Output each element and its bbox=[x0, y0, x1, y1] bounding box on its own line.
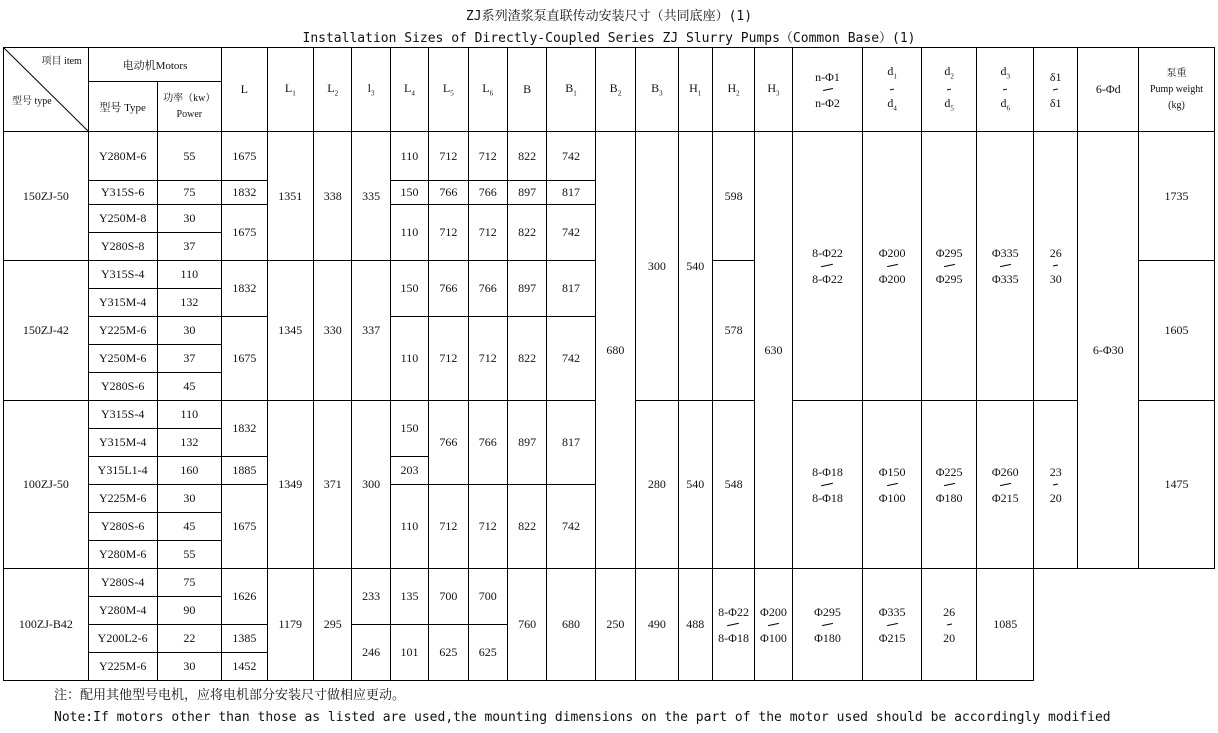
B-value: 760 bbox=[507, 569, 546, 681]
pump-weight-value: 1085 bbox=[977, 569, 1034, 681]
L4-value: 110 bbox=[390, 132, 428, 181]
col-d1-d4: $d_1$ $d_4$ bbox=[863, 48, 922, 132]
table-title-cn: ZJ系列渣浆泵直联传动安装尺寸（共同底座）(1) bbox=[465, 9, 753, 24]
H1-value: 540 bbox=[678, 132, 712, 401]
note-cn: 注：配用其他型号电机，应将电机部分安装尺寸做相应更动。 bbox=[54, 688, 406, 703]
L2-value: 371 bbox=[314, 401, 352, 569]
motor-power: 45 bbox=[157, 513, 222, 541]
L2-value: 330 bbox=[314, 261, 352, 401]
item-type-corner bbox=[4, 48, 89, 132]
col-H3: $H_3$ bbox=[755, 48, 792, 132]
motor-model: Y315S-6 bbox=[88, 181, 157, 205]
motor-model-header: 型号 Type bbox=[88, 82, 157, 132]
H2-value: 548 bbox=[712, 401, 754, 569]
d3-d6-value: Φ335 Φ335 bbox=[977, 132, 1034, 401]
motor-model: Y280M-6 bbox=[88, 541, 157, 569]
L4-value: 150 bbox=[390, 181, 428, 205]
col-B3: $B_3$ bbox=[636, 48, 678, 132]
l3-value: 300 bbox=[352, 401, 390, 569]
L5-value: 712 bbox=[429, 317, 468, 401]
L-value: 1675 bbox=[222, 205, 267, 261]
L6-value: 766 bbox=[468, 181, 507, 205]
col-L2: $L_2$ bbox=[314, 48, 352, 132]
H2-value: 578 bbox=[712, 261, 754, 401]
L4-value: 203 bbox=[390, 457, 428, 485]
L6-value: 766 bbox=[468, 401, 507, 485]
col-l3: $l_3$ bbox=[352, 48, 390, 132]
H1-value: 490 bbox=[636, 569, 678, 681]
L1-value: 1179 bbox=[267, 569, 313, 681]
motor-model: Y315M-4 bbox=[88, 289, 157, 317]
L5-value: 700 bbox=[429, 569, 468, 625]
H1-value: 540 bbox=[678, 401, 712, 569]
motor-model: Y280S-6 bbox=[88, 373, 157, 401]
L5-value: 766 bbox=[429, 401, 468, 485]
pump-weight-value: 1605 bbox=[1139, 261, 1215, 401]
B-value: 897 bbox=[507, 401, 546, 485]
B1-value: 742 bbox=[547, 317, 595, 401]
motor-model: Y280S-4 bbox=[88, 569, 157, 597]
B1-value: 680 bbox=[547, 569, 595, 681]
L1-value: 1349 bbox=[267, 401, 313, 569]
B1-value: 742 bbox=[547, 205, 595, 261]
L6-value: 700 bbox=[468, 569, 507, 625]
L6-value: 712 bbox=[468, 485, 507, 569]
L-value: 1885 bbox=[222, 457, 267, 485]
motor-model: Y315M-4 bbox=[88, 429, 157, 457]
motors-header: 电动机Motors bbox=[88, 48, 221, 82]
col-B1: $B_1$ bbox=[547, 48, 595, 132]
d3-d6-value: Φ260 Φ215 bbox=[977, 401, 1034, 569]
motor-power: 75 bbox=[157, 569, 222, 597]
motor-model: Y225M-6 bbox=[88, 485, 157, 513]
motor-model: Y280M-6 bbox=[88, 132, 157, 181]
L5-value: 625 bbox=[429, 625, 468, 681]
L4-value: 135 bbox=[390, 569, 428, 625]
B3-value: 280 bbox=[636, 401, 678, 569]
motor-model: Y315S-4 bbox=[88, 401, 157, 429]
motor-power: 132 bbox=[157, 289, 222, 317]
motor-power: 55 bbox=[157, 541, 222, 569]
col-B: B bbox=[507, 48, 546, 132]
L5-value: 712 bbox=[429, 485, 468, 569]
motor-power: 30 bbox=[157, 653, 222, 681]
delta-value: 23 20 bbox=[1033, 401, 1077, 569]
motor-model: Y280M-4 bbox=[88, 597, 157, 625]
L2-value: 295 bbox=[314, 569, 352, 681]
col-delta: δ1 δ1 bbox=[1033, 48, 1077, 132]
L6-value: 625 bbox=[468, 625, 507, 681]
L6-value: 712 bbox=[468, 132, 507, 181]
motor-power: 90 bbox=[157, 597, 222, 625]
L4-value: 150 bbox=[390, 401, 428, 457]
L-value: 1675 bbox=[222, 485, 267, 569]
nphi-value: 8-Φ18 8-Φ18 bbox=[792, 401, 863, 569]
motor-model: Y315S-4 bbox=[88, 261, 157, 289]
d1-d4-value: Φ200 Φ200 bbox=[863, 132, 922, 401]
B3-value: 300 bbox=[636, 132, 678, 401]
L-value: 1832 bbox=[222, 261, 267, 317]
l3-value: 233 bbox=[352, 569, 390, 625]
col-L1: $L_1$ bbox=[267, 48, 313, 132]
motor-power: 45 bbox=[157, 373, 222, 401]
L5-value: 766 bbox=[429, 261, 468, 317]
d1-d4-value: Φ150 Φ100 bbox=[863, 401, 922, 569]
B3-value: 250 bbox=[595, 569, 635, 681]
col-L: L bbox=[222, 48, 267, 132]
L1-value: 1351 bbox=[267, 132, 313, 261]
B-value: 822 bbox=[507, 205, 546, 261]
H2-value: 488 bbox=[678, 569, 712, 681]
B-value: 822 bbox=[507, 132, 546, 181]
col-H2: $H_2$ bbox=[712, 48, 754, 132]
col-6phid: 6-Φd bbox=[1078, 48, 1139, 132]
col-pump-weight: 泵重 Pump weight (kg) bbox=[1139, 48, 1215, 132]
motor-model: Y280S-8 bbox=[88, 233, 157, 261]
L2-value: 338 bbox=[314, 132, 352, 261]
B1-value: 817 bbox=[547, 401, 595, 485]
B1-value: 817 bbox=[547, 261, 595, 317]
L4-value: 110 bbox=[390, 317, 428, 401]
type-cell: 100ZJ-50 bbox=[4, 401, 89, 569]
L-value: 1626 bbox=[222, 569, 267, 625]
6phid-value: 6-Φ30 bbox=[1078, 132, 1139, 569]
motor-power-header: 功率（kw） Power bbox=[157, 82, 222, 132]
B-value: 897 bbox=[507, 181, 546, 205]
d3-d6-value: Φ335 Φ215 bbox=[863, 569, 922, 681]
table-title-en: Installation Sizes of Directly-Coupled Series ZJ Slurry Pumps（Common Base）(1) bbox=[302, 31, 916, 46]
L6-value: 712 bbox=[468, 205, 507, 261]
B1-value: 817 bbox=[547, 181, 595, 205]
L4-value: 110 bbox=[390, 485, 428, 569]
B-value: 822 bbox=[507, 485, 546, 569]
delta-value: 26 20 bbox=[921, 569, 977, 681]
l3-value: 335 bbox=[352, 132, 390, 261]
l3-value: 246 bbox=[352, 625, 390, 681]
H3-value: 630 bbox=[755, 132, 792, 569]
pump-weight-value: 1475 bbox=[1139, 401, 1215, 569]
motor-model: Y225M-6 bbox=[88, 653, 157, 681]
motor-power: 160 bbox=[157, 457, 222, 485]
col-d3-d6: $d_3$ $d_6$ bbox=[977, 48, 1034, 132]
type-label: 型号 type bbox=[12, 96, 52, 107]
delta-value: 26 30 bbox=[1033, 132, 1077, 401]
item-label: 项目 item bbox=[41, 56, 82, 67]
col-L4: $L_4$ bbox=[390, 48, 428, 132]
motor-power: 132 bbox=[157, 429, 222, 457]
type-cell: 150ZJ-50 bbox=[4, 132, 89, 261]
L-value: 1675 bbox=[222, 317, 267, 401]
motor-model: Y315L1-4 bbox=[88, 457, 157, 485]
motor-power: 22 bbox=[157, 625, 222, 653]
nphi-value: 8-Φ22 8-Φ22 bbox=[792, 132, 863, 401]
col-L5: $L_5$ bbox=[429, 48, 468, 132]
motor-power: 30 bbox=[157, 205, 222, 233]
motor-power: 75 bbox=[157, 181, 222, 205]
col-H1: $H_1$ bbox=[678, 48, 712, 132]
L6-value: 766 bbox=[468, 261, 507, 317]
L4-value: 150 bbox=[390, 261, 428, 317]
d2-d5-value: Φ295 Φ295 bbox=[921, 132, 977, 401]
motor-power: 37 bbox=[157, 345, 222, 373]
motor-model: Y225M-6 bbox=[88, 317, 157, 345]
motor-power: 37 bbox=[157, 233, 222, 261]
d2-d5-value: Φ225 Φ180 bbox=[921, 401, 977, 569]
motor-model: Y250M-8 bbox=[88, 205, 157, 233]
installation-sizes-table bbox=[3, 47, 1215, 681]
col-nphi: n-Φ1 n-Φ2 bbox=[792, 48, 863, 132]
H2-value: 598 bbox=[712, 132, 754, 261]
L4-value: 110 bbox=[390, 205, 428, 261]
L-value: 1385 bbox=[222, 625, 267, 653]
L4-value: 101 bbox=[390, 625, 428, 681]
motor-power: 110 bbox=[157, 401, 222, 429]
B1-value: 742 bbox=[547, 485, 595, 569]
B-value: 822 bbox=[507, 317, 546, 401]
d1-d4-value: Φ200 Φ100 bbox=[755, 569, 792, 681]
col-d2-d5: $d_2$ $d_5$ bbox=[921, 48, 977, 132]
L5-value: 712 bbox=[429, 132, 468, 181]
type-cell: 100ZJ-B42 bbox=[4, 569, 89, 681]
motor-model: Y200L2-6 bbox=[88, 625, 157, 653]
L-value: 1675 bbox=[222, 132, 267, 181]
l3-value: 337 bbox=[352, 261, 390, 401]
col-B2: $B_2$ bbox=[595, 48, 635, 132]
motor-model: Y250M-6 bbox=[88, 345, 157, 373]
motor-power: 110 bbox=[157, 261, 222, 289]
nphi-value: 8-Φ22 8-Φ18 bbox=[712, 569, 754, 681]
motor-power: 55 bbox=[157, 132, 222, 181]
motor-power: 30 bbox=[157, 485, 222, 513]
L-value: 1832 bbox=[222, 181, 267, 205]
L1-value: 1345 bbox=[267, 261, 313, 401]
d2-d5-value: Φ295 Φ180 bbox=[792, 569, 863, 681]
B2-value: 680 bbox=[595, 132, 635, 569]
type-cell: 150ZJ-42 bbox=[4, 261, 89, 401]
motor-power: 30 bbox=[157, 317, 222, 345]
B1-value: 742 bbox=[547, 132, 595, 181]
col-L6: $L_6$ bbox=[468, 48, 507, 132]
L-value: 1832 bbox=[222, 401, 267, 457]
pump-weight-value: 1735 bbox=[1139, 132, 1215, 261]
motor-model: Y280S-6 bbox=[88, 513, 157, 541]
L5-value: 766 bbox=[429, 181, 468, 205]
L-value: 1452 bbox=[222, 653, 267, 681]
B-value: 897 bbox=[507, 261, 546, 317]
L6-value: 712 bbox=[468, 317, 507, 401]
L5-value: 712 bbox=[429, 205, 468, 261]
note-en: Note:If motors other than those as listed are used,the mounting dimensions on the part of the motor used should be accordingly modified bbox=[54, 710, 1111, 725]
